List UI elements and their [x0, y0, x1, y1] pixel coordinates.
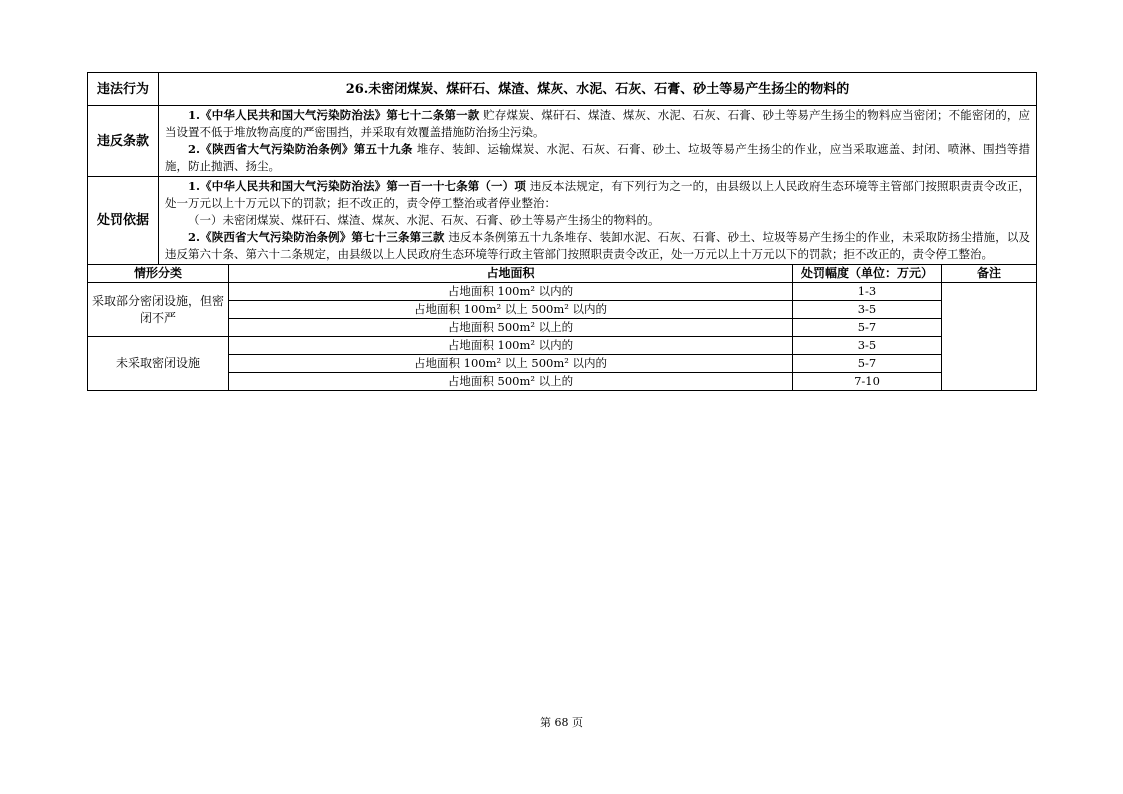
table-row — [88, 355, 1037, 373]
penalty-clause — [165, 178, 1030, 212]
remark-cell — [942, 283, 1037, 391]
table-row — [88, 301, 1037, 319]
penalty-table — [87, 72, 1037, 391]
violation-clause — [165, 141, 1030, 175]
table-row — [88, 373, 1037, 391]
header-area: 占地面积 — [229, 265, 793, 283]
area-cell: 占地面积 500m² 以上的 — [229, 373, 793, 391]
law-reference: 2.《陕西省大气污染防治条例》第七十三条第三款 — [188, 230, 445, 244]
header-remark: 备注 — [942, 265, 1037, 283]
penalty-standard-sheet — [87, 72, 1036, 391]
grid-header-row — [88, 265, 1037, 283]
category-cell: 未采取密闭设施 — [88, 337, 229, 391]
area-cell: 占地面积 100m² 以上 500m² 以内的 — [229, 301, 793, 319]
clause-text: 堆存、装卸、运输煤炭、水泥、石灰、石膏、砂土、垃圾等易产生扬尘的作业，应当采取遮盖、封闭、喷淋、围挡等措施，防止抛洒、扬尘。 — [165, 142, 1031, 173]
range-cell: 5-7 — [793, 319, 942, 337]
category-cell: 采取部分密闭设施，但密闭不严 — [88, 283, 229, 337]
range-cell: 1-3 — [793, 283, 942, 301]
clause-text: 违反本法规定，有下列行为之一的，由县级以上人民政府生态环境等主管部门按照职责责令改正，处一万元以上十万元以下的罚款；拒不改正的，责令停工整治或者停业整治： — [165, 179, 1030, 210]
range-cell: 3-5 — [793, 301, 942, 319]
penalty-clause — [165, 229, 1030, 263]
table-row — [88, 319, 1037, 337]
clause-text: 违反本条例第五十九条堆存、装卸水泥、石灰、石膏、砂土、垃圾等易产生扬尘的作业，未采取防扬尘措施，以及违反第六十条、第六十二条规定，由县级以上人民政府生态环境等行政主管部门按照职责责令改正，处一万元以上十万元以下的罚款；拒不改正的，责令停工整治。 — [165, 230, 1030, 261]
header-category: 情形分类 — [88, 265, 229, 283]
behavior-row — [88, 73, 1037, 106]
law-reference: 1.《中华人民共和国大气污染防治法》第一百一十七条第（一）项 — [188, 179, 526, 193]
behavior-label: 违法行为 — [88, 73, 159, 106]
law-reference: 1.《中华人民共和国大气污染防治法》第七十二条第一款 — [188, 108, 480, 122]
range-cell: 7-10 — [793, 373, 942, 391]
violation-row — [88, 106, 1037, 177]
area-cell: 占地面积 100m² 以内的 — [229, 283, 793, 301]
range-cell: 5-7 — [793, 355, 942, 373]
page-number: 第 68 页 — [540, 716, 583, 729]
violation-label: 违反条款 — [88, 106, 159, 177]
violation-clause — [165, 107, 1030, 141]
table-row — [88, 283, 1037, 301]
violation-clauses — [159, 106, 1037, 177]
header-range: 处罚幅度（单位：万元） — [793, 265, 942, 283]
penalty-basis-row — [88, 177, 1037, 265]
area-cell: 占地面积 500m² 以上的 — [229, 319, 793, 337]
penalty-sub-item: （一）未密闭煤炭、煤矸石、煤渣、煤灰、水泥、石灰、石膏、砂土等易产生扬尘的物料的。 — [188, 213, 660, 227]
law-reference: 2.《陕西省大气污染防治条例》第五十九条 — [188, 142, 413, 156]
area-cell: 占地面积 100m² 以内的 — [229, 337, 793, 355]
table-row — [88, 337, 1037, 355]
penalty-basis-label: 处罚依据 — [88, 177, 159, 265]
area-cell: 占地面积 100m² 以上 500m² 以内的 — [229, 355, 793, 373]
behavior-title: 26.未密闭煤炭、煤矸石、煤渣、煤灰、水泥、石灰、石膏、砂土等易产生扬尘的物料的 — [159, 73, 1037, 106]
range-cell: 3-5 — [793, 337, 942, 355]
clause-text: 贮存煤炭、煤矸石、煤渣、煤灰、水泥、石灰、石膏、砂土等易产生扬尘的物料应当密闭；不能密闭的，应当设置不低于堆放物高度的严密围挡，并采取有效覆盖措施防治扬尘污染。 — [165, 108, 1030, 139]
penalty-basis-clauses — [159, 177, 1037, 265]
